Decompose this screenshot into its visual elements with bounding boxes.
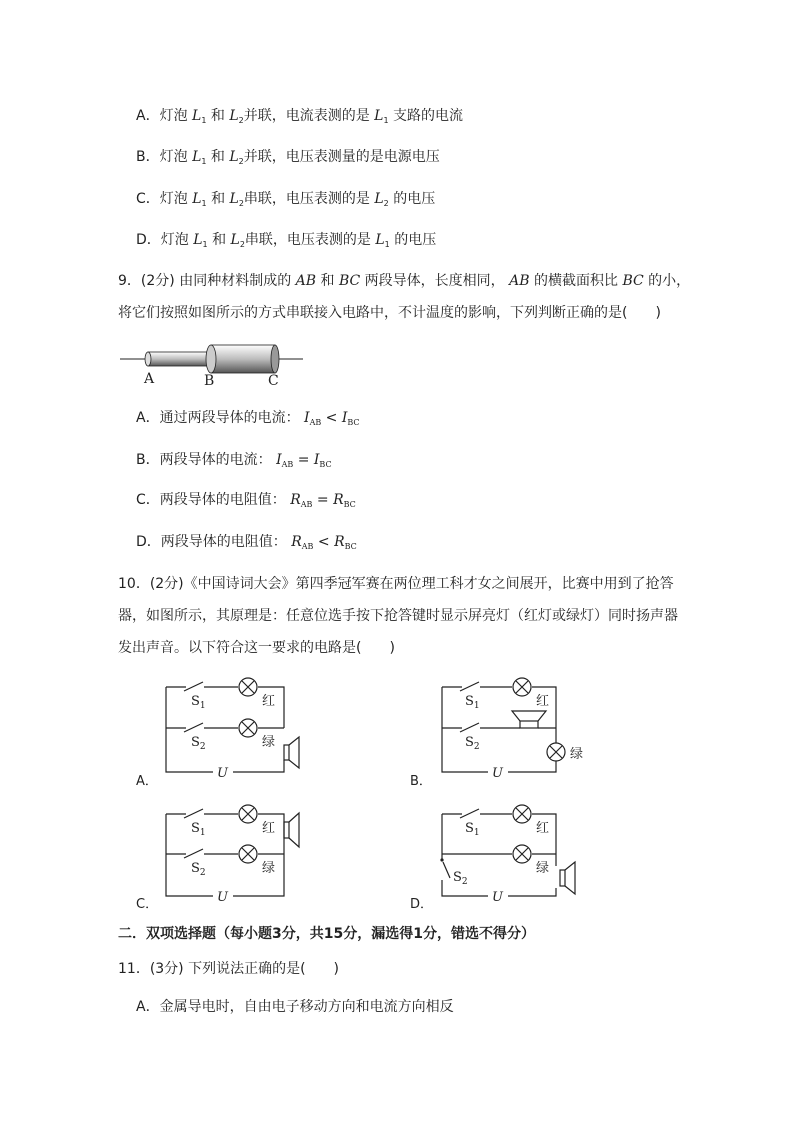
option-text: A．通过两段导体的电流： <box>136 410 300 426</box>
symbol: I <box>304 410 310 426</box>
subscript: 1 <box>383 116 389 125</box>
symbol: BC <box>338 273 361 289</box>
stem-text: 两段导体，长度相同， <box>360 273 510 289</box>
option-text: 串联，电压表测的是 <box>243 191 375 207</box>
q8-option-a <box>136 106 463 131</box>
switch-label: S <box>191 694 200 709</box>
subscript: BC <box>343 500 356 509</box>
symbol: L <box>374 191 384 207</box>
voltage-label: U <box>492 890 503 905</box>
conductor-bc-right-end <box>271 345 279 373</box>
symbol: L <box>375 232 385 248</box>
symbol: I <box>313 452 320 468</box>
symbol: I <box>276 452 282 468</box>
subscript: 1 <box>384 240 390 249</box>
operator: = <box>297 452 310 468</box>
q11-stem: 11．(3分) 下列说法正确的是( ) <box>118 961 340 977</box>
q9-stem-line2: 将它们按照如图所示的方式串联接入电路中，不计温度的影响，下列判断正确的是( ) <box>118 305 661 321</box>
stem-text: 的小， <box>643 273 691 289</box>
circuit-label: D． <box>410 897 434 912</box>
red-label: 红 <box>536 694 550 709</box>
subscript: BC <box>319 460 332 469</box>
subscript: 2 <box>239 240 245 249</box>
subscript: 1 <box>202 240 208 249</box>
label-a: A <box>144 371 155 387</box>
q9-option-b <box>136 450 332 475</box>
q8-option-d <box>136 230 436 255</box>
symbol: L <box>229 108 239 124</box>
option-text: 支路的电流 <box>393 108 464 124</box>
red-label: 红 <box>262 694 276 709</box>
symbol: R <box>334 534 345 550</box>
subscript: 1 <box>201 157 207 166</box>
subscript: 2 <box>383 199 389 208</box>
operator: < <box>325 410 338 426</box>
subscript: 2 <box>461 877 468 887</box>
speaker-icon <box>284 745 289 760</box>
q9-option-d <box>136 532 357 557</box>
option-text: B．灯泡 <box>136 149 193 165</box>
stem-text: 的横截面积比 <box>529 273 623 289</box>
operator: = <box>316 492 329 508</box>
option-text: C．灯泡 <box>136 191 193 207</box>
symbol: L <box>230 232 240 248</box>
subscript: AB <box>309 418 322 427</box>
option-text: 和 <box>212 232 231 248</box>
subscript: 1 <box>199 828 206 838</box>
subscript: 2 <box>238 199 244 208</box>
q10-stem-line2: 器，如图所示，其原理是：任意位选手按下抢答键时显示屏亮灯（红灯或绿灯）同时扬声器 <box>118 608 678 624</box>
speaker-icon <box>520 721 538 728</box>
switch-label: S <box>453 870 462 885</box>
q9-option-c <box>136 490 356 515</box>
symbol: L <box>192 108 202 124</box>
svg-text:S2 <box>191 735 206 752</box>
subscript: 1 <box>201 199 207 208</box>
subscript: AB <box>300 500 313 509</box>
switch-label: S <box>465 735 474 750</box>
symbol: L <box>229 149 239 165</box>
subscript: BC <box>344 542 357 551</box>
switch-label: S <box>465 694 474 709</box>
conductor-ab <box>148 352 213 366</box>
symbol: AB <box>295 273 317 289</box>
svg-text:S2 <box>465 735 480 752</box>
circuit-d <box>410 800 590 910</box>
green-label: 绿 <box>570 747 584 762</box>
symbol: L <box>192 149 202 165</box>
subscript: AB <box>281 460 294 469</box>
symbol: L <box>193 232 203 248</box>
svg-text:S1 <box>191 694 206 711</box>
circuit-b <box>410 675 590 789</box>
option-text: 的电压 <box>394 232 437 248</box>
operator: < <box>317 534 330 550</box>
option-text: 并联，电压表测量的是电源电压 <box>243 149 440 165</box>
label-b: B <box>204 373 215 389</box>
symbol: R <box>333 492 344 508</box>
stem-text: 9．(2分) 由同种材料制成的 <box>118 273 296 289</box>
option-text: B．两段导体的电流： <box>136 452 272 468</box>
q9-stem-line1 <box>118 271 690 291</box>
symbol: I <box>341 410 348 426</box>
q9-option-a <box>136 408 360 433</box>
conductor-ab-end <box>145 352 151 366</box>
symbol: L <box>374 108 384 124</box>
symbol: BC <box>622 273 644 289</box>
conductor-bc <box>211 345 275 373</box>
voltage-label: U <box>217 890 228 905</box>
q10-stem-line3: 发出声音。以下符合这一要求的电路是( ) <box>118 640 395 656</box>
symbol: AB <box>509 273 530 289</box>
green-label: 绿 <box>262 735 276 750</box>
red-label: 红 <box>536 821 550 836</box>
svg-text:S2 <box>453 870 468 887</box>
subscript: BC <box>347 418 360 427</box>
subscript: AB <box>301 542 314 551</box>
switch-label: S <box>191 821 200 836</box>
subscript: 2 <box>199 868 206 878</box>
q10-stem-line1: 10．(2分)《中国诗词大会》第四季冠军赛在两位理工科才女之间展开，比赛中用到了抢答 <box>118 576 674 592</box>
svg-text:S1 <box>465 694 480 711</box>
svg-text:S1 <box>191 821 206 838</box>
option-text: 和 <box>210 108 230 124</box>
symbol: L <box>192 191 202 207</box>
voltage-label: U <box>492 766 503 781</box>
circuit-a <box>136 675 306 789</box>
option-text: C．两段导体的电阻值： <box>136 492 286 508</box>
switch-contact <box>440 858 443 861</box>
subscript: 2 <box>473 742 480 752</box>
stem-text: 和 <box>316 273 339 289</box>
option-text: D．两段导体的电阻值： <box>136 534 287 550</box>
svg-text:S1 <box>465 821 480 838</box>
red-label: 红 <box>262 821 276 836</box>
green-label: 绿 <box>536 861 550 876</box>
green-label: 绿 <box>262 861 276 876</box>
option-text: 串联，电压表测的是 <box>244 232 376 248</box>
subscript: 1 <box>473 828 480 838</box>
circuit-label: C． <box>136 897 159 912</box>
subscript: 2 <box>199 742 206 752</box>
circuit-label: A． <box>136 774 158 789</box>
svg-text:S2 <box>191 861 206 878</box>
subscript: 2 <box>238 157 244 166</box>
switch-label: S <box>191 735 200 750</box>
speaker-icon <box>284 822 289 838</box>
section-heading: 二．双项选择题（每小题3分，共15分，漏选得1分，错选不得分） <box>118 926 535 942</box>
speaker-icon <box>560 870 565 886</box>
option-text: 的电压 <box>393 191 436 207</box>
switch-label: S <box>191 861 200 876</box>
option-text: 和 <box>211 191 230 207</box>
conductor-bc-end <box>206 345 216 373</box>
symbol: L <box>229 191 239 207</box>
q11-option-a: A．金属导电时，自由电子移动方向和电流方向相反 <box>136 999 454 1015</box>
option-text: 和 <box>210 149 230 165</box>
symbol: R <box>290 492 301 508</box>
option-text: 并联，电流表测的是 <box>243 108 375 124</box>
conductor-figure <box>118 340 308 389</box>
voltage-label: U <box>217 766 228 781</box>
subscript: 1 <box>201 116 207 125</box>
subscript: 1 <box>473 701 480 711</box>
q8-option-c <box>136 189 435 214</box>
symbol: R <box>291 534 302 550</box>
circuit-label: B． <box>410 774 432 789</box>
circuit-c <box>136 800 306 910</box>
q8-option-b <box>136 147 440 172</box>
option-text: D．灯泡 <box>136 232 194 248</box>
option-text: A．灯泡 <box>136 108 193 124</box>
subscript: 1 <box>199 701 206 711</box>
switch-label: S <box>465 821 474 836</box>
label-c: C <box>268 373 279 389</box>
subscript: 2 <box>238 116 244 125</box>
